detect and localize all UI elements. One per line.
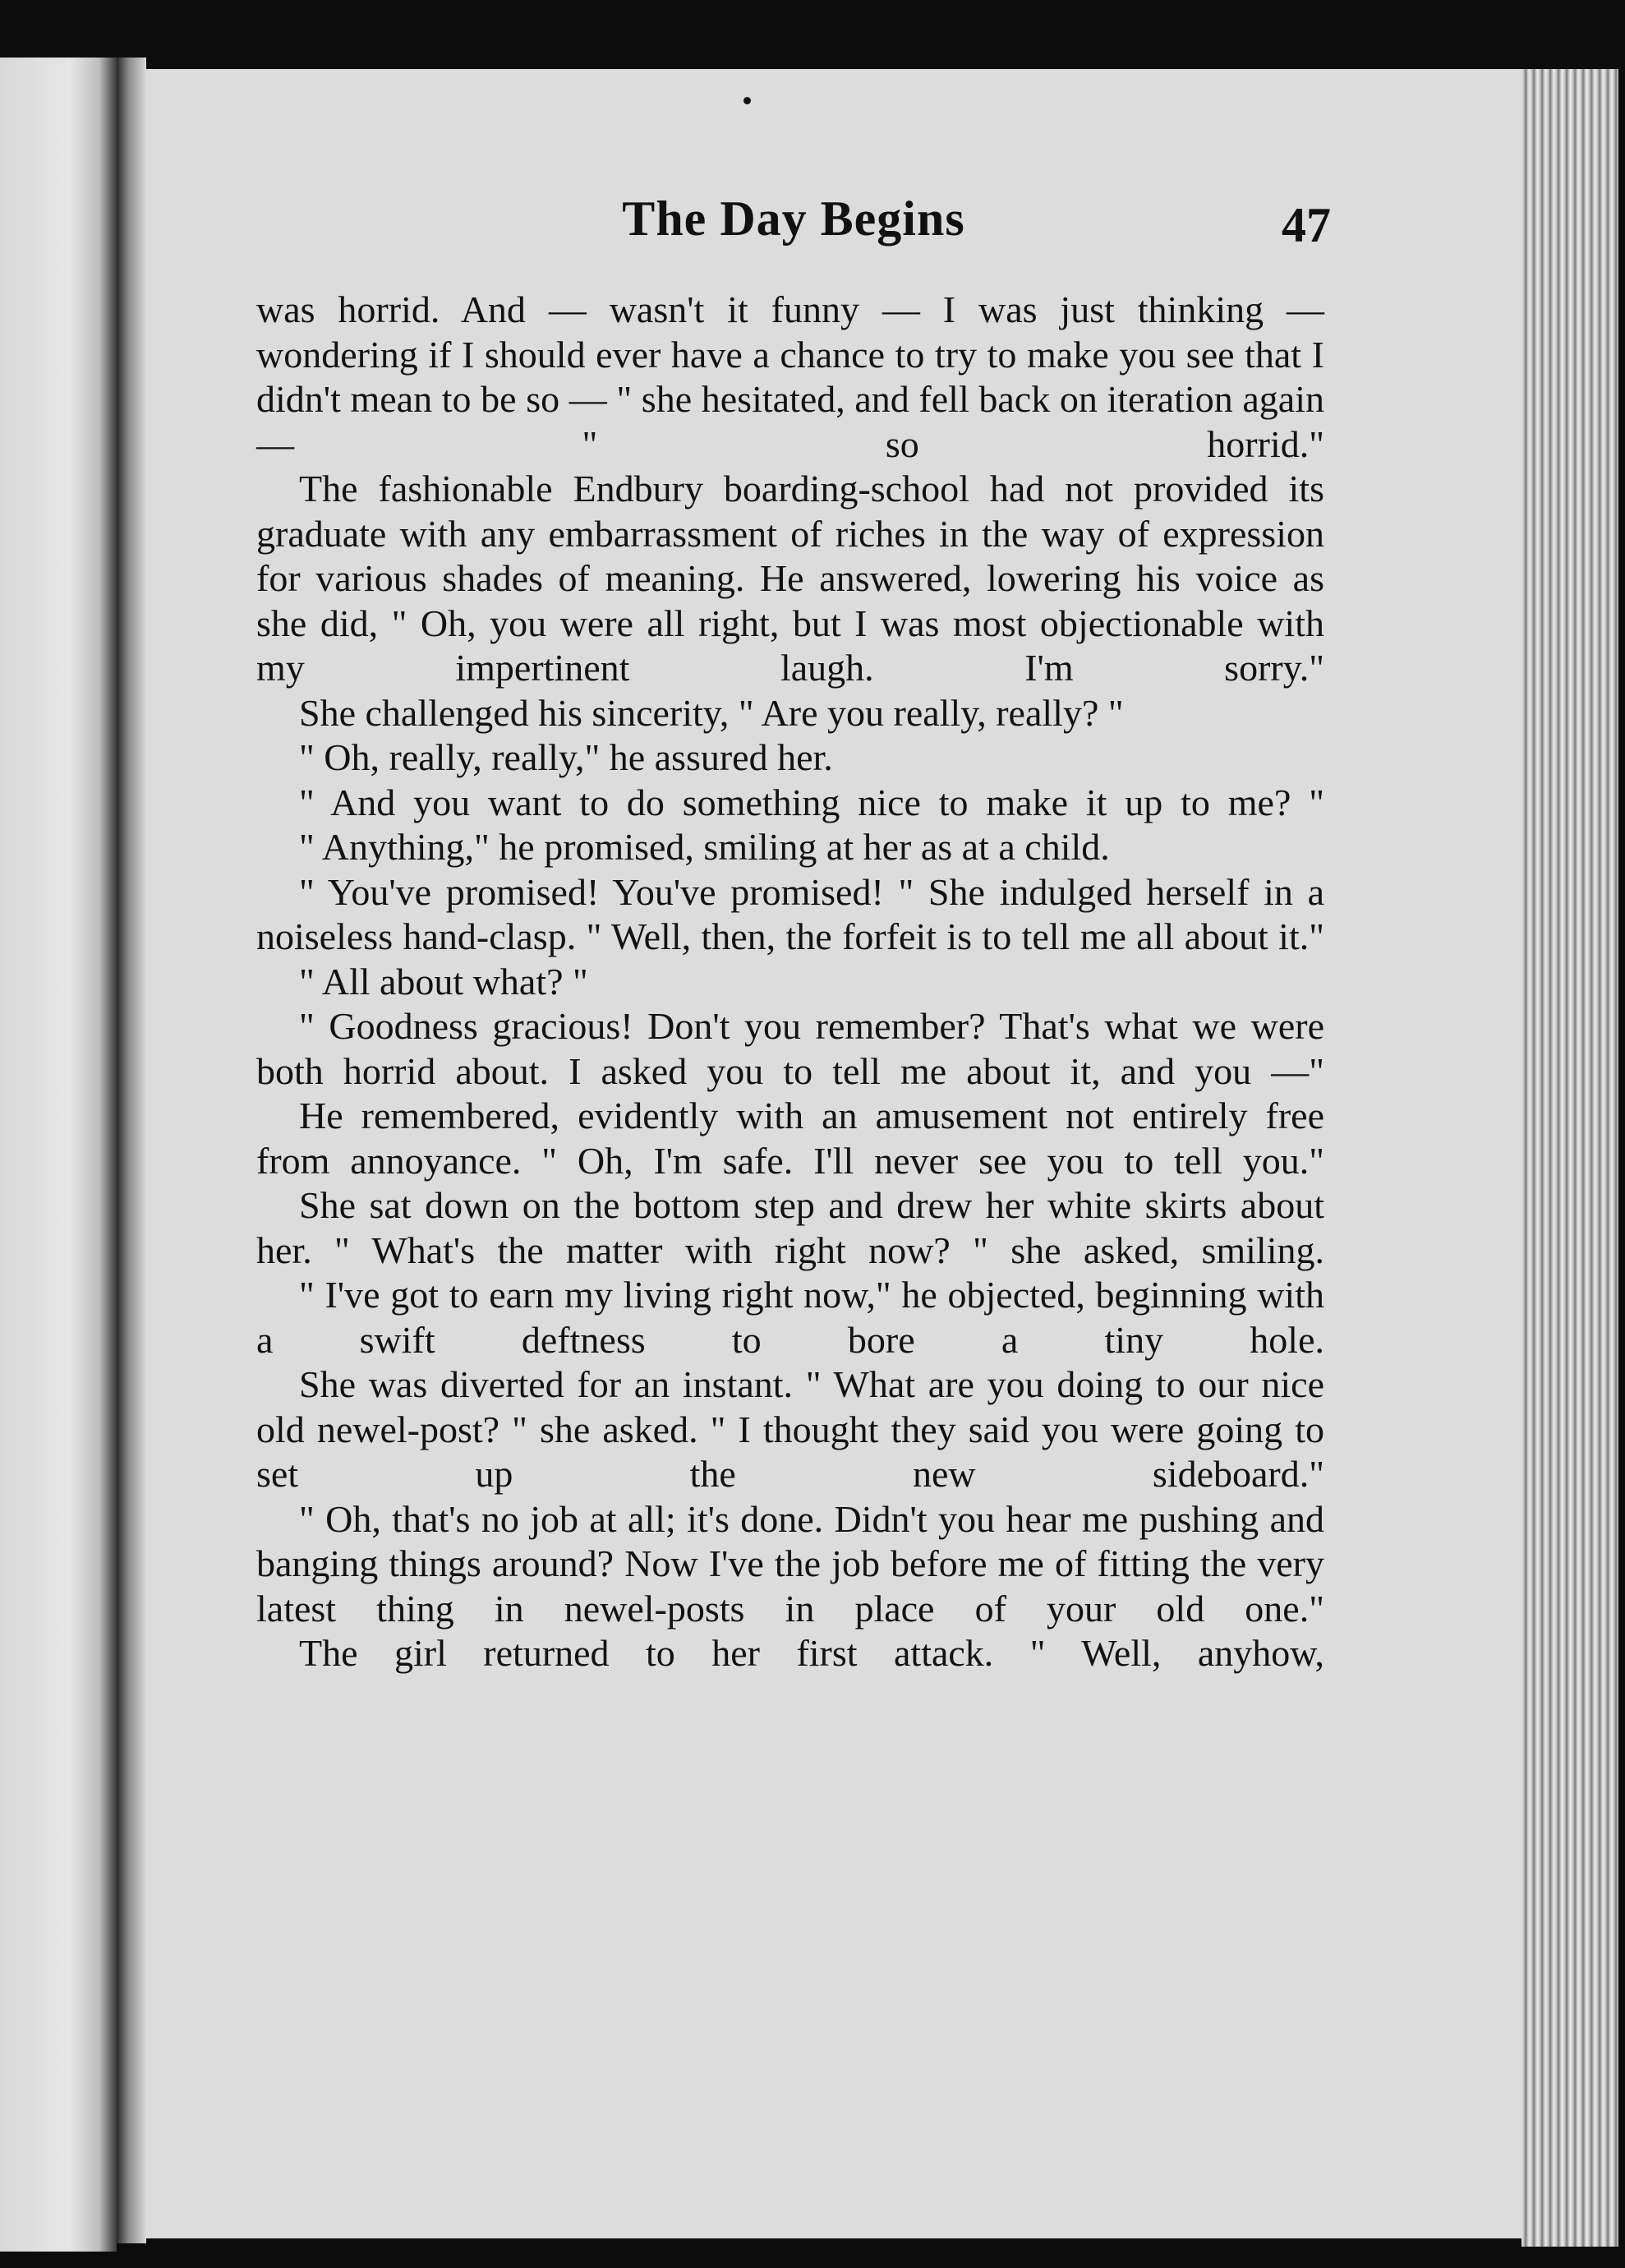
paragraph: " Anything," he promised, smiling at her as at a child. <box>299 826 1110 868</box>
paragraph: The fashionable Endbury boarding-school had not provided its graduate with any embarrassment of riches in the way of expression for various shades of meaning. He answered, lowering his voice as she did, " Oh, you were all right, but I was most objectionable with my impertinent laugh. I'm sorry." <box>256 468 1324 689</box>
facing-page-edge <box>0 58 117 2252</box>
running-head: The Day Begins <box>622 191 965 246</box>
paragraph: She challenged his sincerity, " Are you really, really? " <box>299 691 1124 734</box>
paragraph: He remembered, evidently with an amusement not entirely free from annoyance. " Oh, I'm safe. I'll never see you to tell you." <box>256 1095 1324 1182</box>
paragraph: " Oh, that's no job at all; it's done. Didn't you hear me pushing and banging things around? Now I've the job before me of fitting the very latest thing in newel-posts in place of your old one." <box>256 1497 1324 1630</box>
paragraph: " I've got to earn my living right now," he objected, beginning with a swift deftness to bore a tiny hole. <box>256 1274 1324 1361</box>
page-number: 47 <box>1282 198 1331 252</box>
paragraph: She sat down on the bottom step and drew her white skirts about her. " What's the matter with right now? " she asked, smiling. <box>256 1184 1324 1271</box>
paragraph: " Oh, really, really," he assured her. <box>299 736 833 778</box>
page-header <box>256 191 1331 256</box>
paragraph: She was diverted for an instant. " What are you doing to our nice old newel-post? " she asked. " I thought they said you were going to set up the new sideboard." <box>256 1363 1324 1495</box>
paragraph: The girl returned to her first attack. " Well, anyhow, <box>299 1632 1324 1674</box>
paragraph: " And you want to do something nice to make it up to me? " <box>299 781 1324 823</box>
paragraph: " Goodness gracious! Don't you remember? That's what we were both horrid about. I asked you to tell me about it, and you —" <box>256 1005 1324 1092</box>
ink-speck <box>743 97 751 104</box>
paragraph: was horrid. And — wasn't it funny — I was just thinking — wondering if I should ever have a chance to try to make you see that I didn't mean to be so — " she hesitated, and fell back on iteration again — " so horrid." <box>256 288 1324 465</box>
paragraph: " All about what? " <box>299 960 588 1003</box>
book-gutter <box>117 58 146 2243</box>
paragraph: " You've promised! You've promised! " She indulged herself in a noiseless hand-clasp. " Well, then, the forfeit is to tell me all about it." <box>256 870 1324 957</box>
page-stack-edge <box>1521 69 1618 2247</box>
body-text <box>256 288 1324 1676</box>
